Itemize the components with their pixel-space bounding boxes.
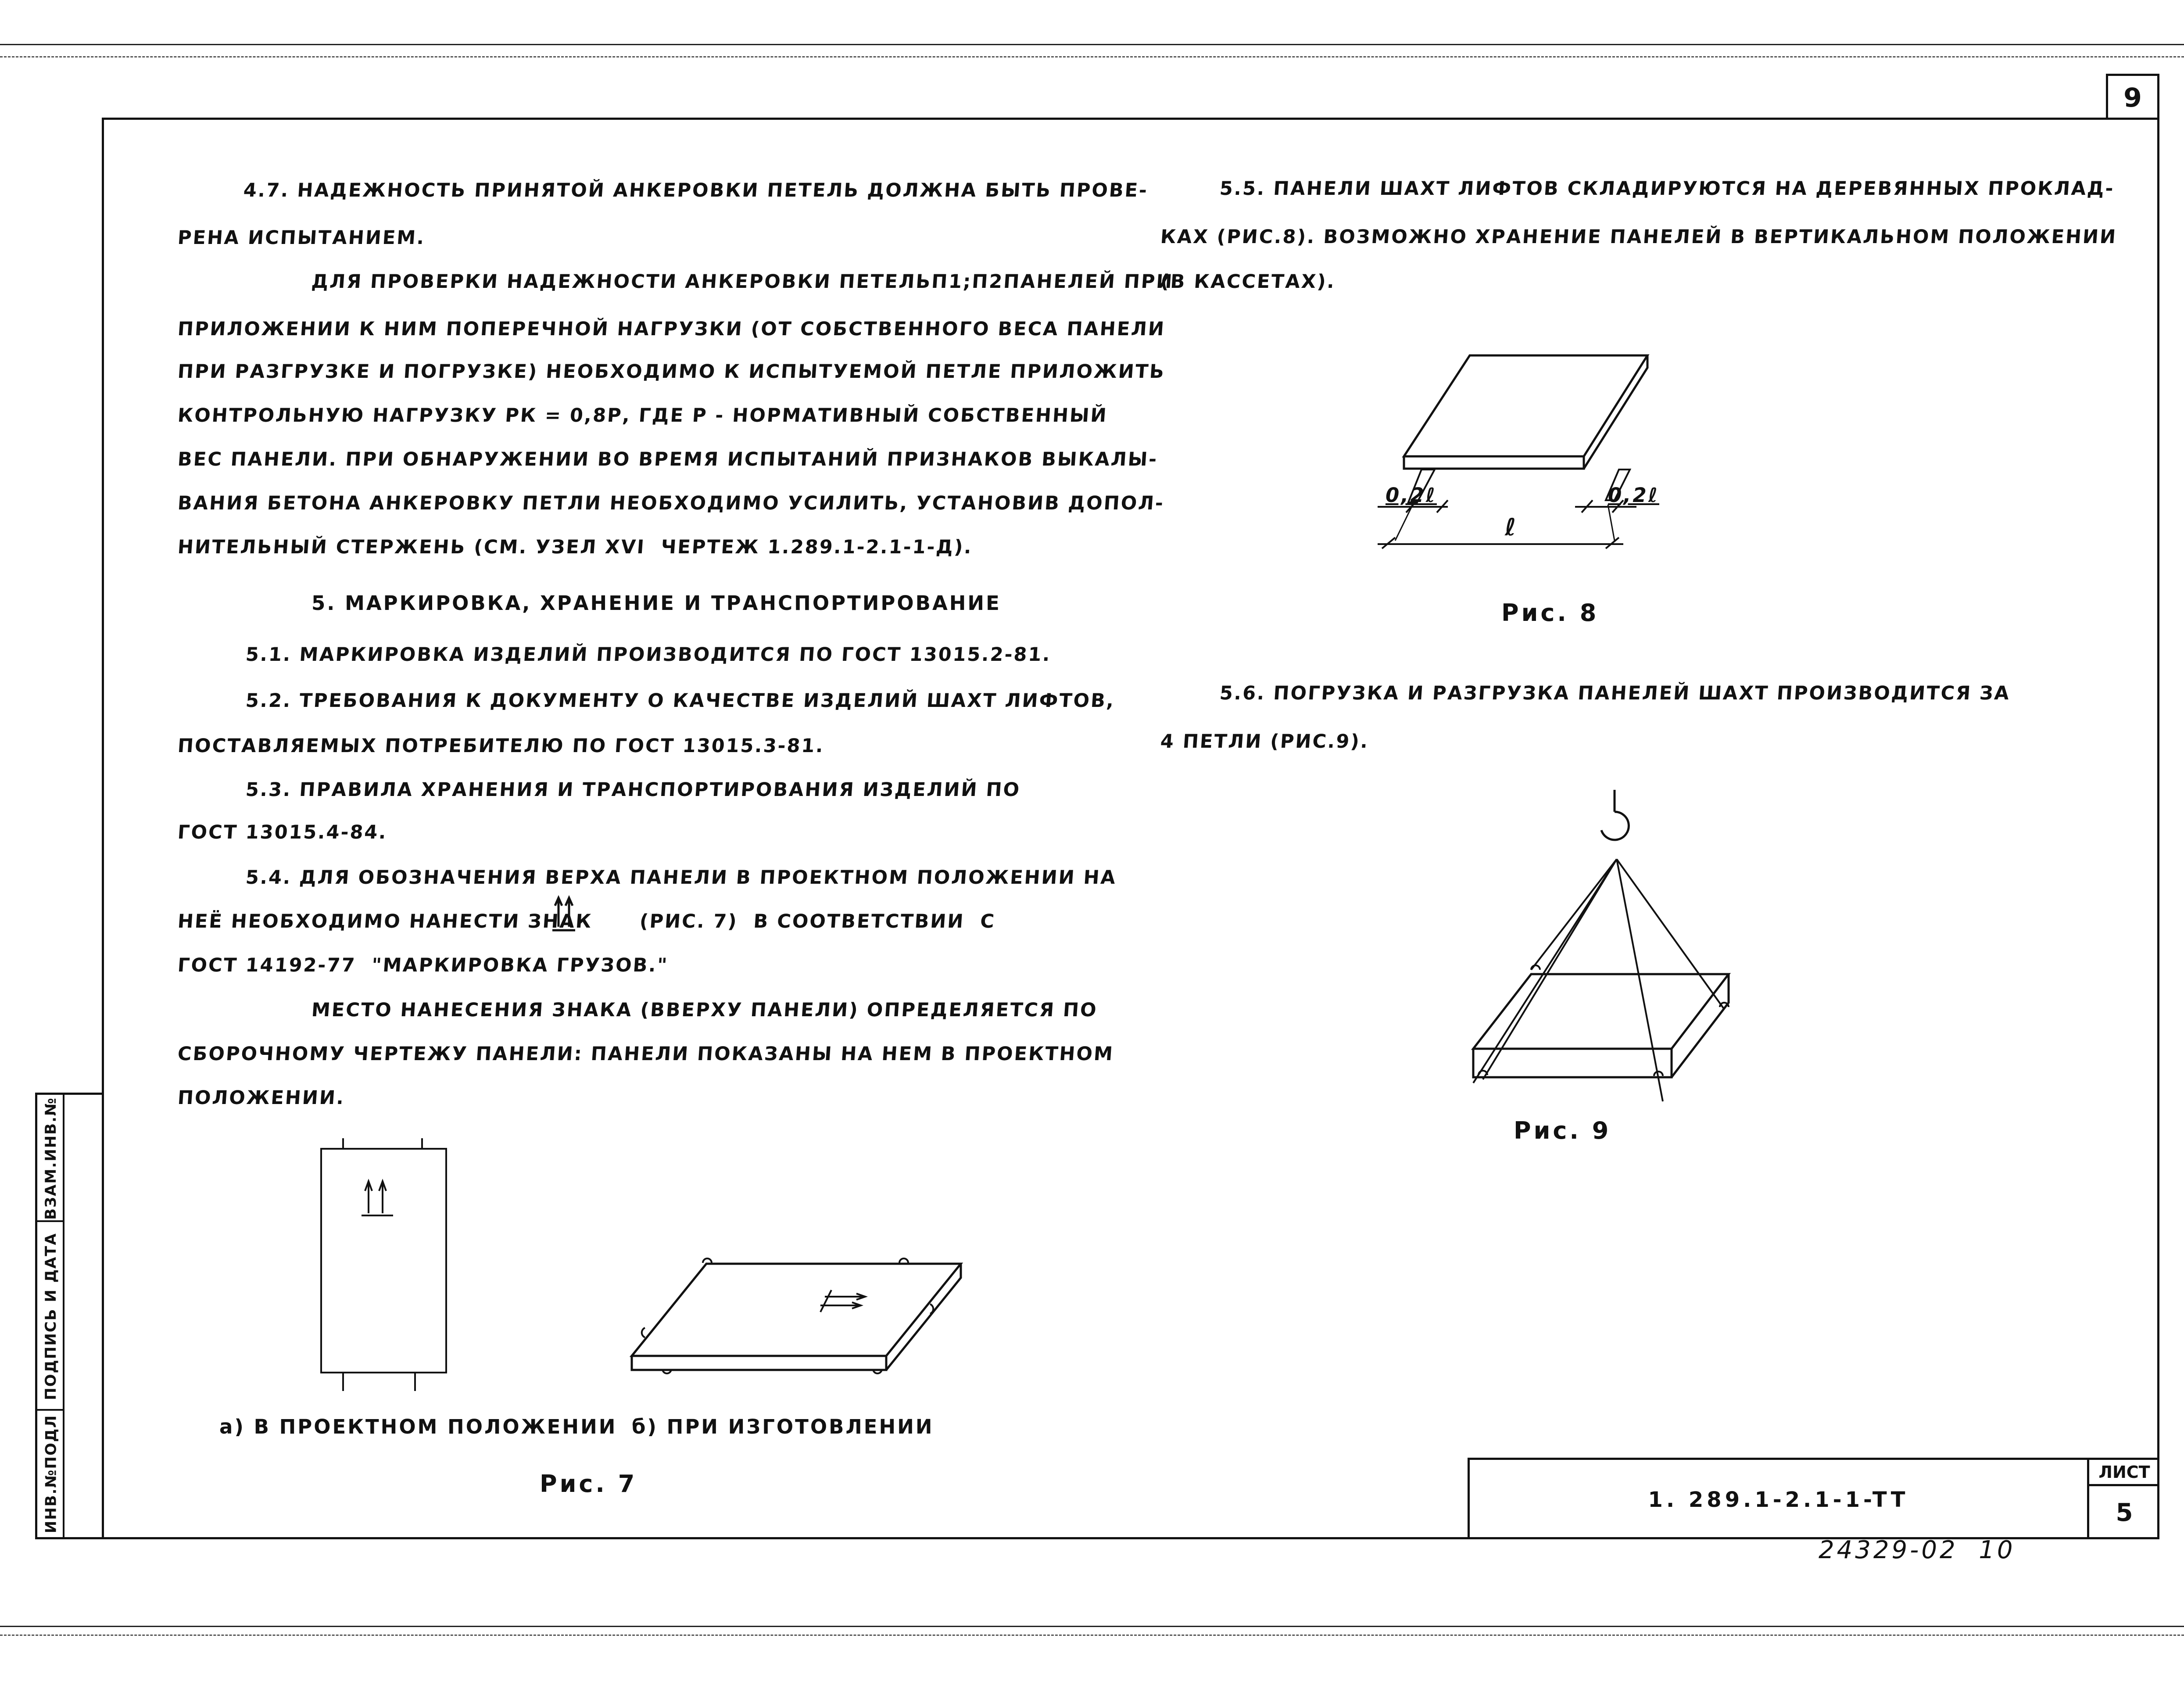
up-arrows-sign-inline bbox=[551, 895, 577, 937]
side-strip bbox=[35, 1093, 102, 1539]
fig7-caption: Рис. 7 bbox=[540, 1470, 637, 1498]
side-label-signature: ПОДПИСЬ И ДАТА bbox=[42, 1233, 60, 1400]
fig8-caption: Рис. 8 bbox=[1501, 599, 1599, 627]
fig9-caption: Рис. 9 bbox=[1514, 1117, 1611, 1144]
top-edge-dash bbox=[0, 56, 2184, 57]
para-5-5-line2: КАХ (РИС.8). ВОЗМОЖНО ХРАНЕНИЕ ПАНЕЛЕЙ В ВЕРТИКАЛЬНОМ ПОЛОЖЕНИИ bbox=[1160, 226, 2118, 248]
up-arrows-sign-icon bbox=[362, 1181, 393, 1215]
para-5-4-line2: НЕЁ НЕОБХОДИМО НАНЕСТИ ЗНАК (РИС. 7) В СООТВЕТСТВИИ С bbox=[177, 911, 996, 932]
title-block-list-label: ЛИСТ bbox=[2089, 1460, 2159, 1486]
fig7a-panel-elevation bbox=[316, 1132, 456, 1395]
side-label-replace-inv: ВЗАМ.ИНВ.№ bbox=[42, 1097, 60, 1220]
top-edge-line bbox=[0, 44, 2184, 45]
fig8-dim-right: 0,2ℓ bbox=[1608, 484, 1659, 507]
para-check-line3: ПРИ РАЗГРУЗКЕ И ПОГРУЗКЕ) НЕОБХОДИМО К ИСПЫТУЕМОЙ ПЕТЛЕ ПРИЛОЖИТЬ bbox=[177, 361, 1166, 383]
section-5-heading: 5. МАРКИРОВКА, ХРАНЕНИЕ И ТРАНСПОРТИРОВАНИЕ bbox=[311, 591, 1001, 615]
para-5-5-line3: (В КАССЕТАХ). bbox=[1160, 271, 1336, 293]
para-check-line7: НИТЕЛЬНЫЙ СТЕРЖЕНЬ (СМ. УЗЕЛ XVI ЧЕРТЕЖ 1.289.1-2.1-1-Д). bbox=[177, 536, 974, 558]
para-5-1: 5.1. МАРКИРОВКА ИЗДЕЛИЙ ПРОИЗВОДИТСЯ ПО ГОСТ 13015.2-81. bbox=[245, 644, 1052, 666]
para-check-line2: ПРИЛОЖЕНИИ К НИМ ПОПЕРЕЧНОЙ НАГРУЗКИ (ОТ СОБСТВЕННОГО ВЕСА ПАНЕЛИ bbox=[177, 318, 1166, 340]
fig7b-panel-isometric bbox=[627, 1251, 970, 1395]
para-check-line6: ВАНИЯ БЕТОНА АНКЕРОВКУ ПЕТЛИ НЕОБХОДИМО УСИЛИТЬ, УСТАНОВИВ ДОПОЛ- bbox=[177, 492, 1165, 514]
title-block bbox=[1468, 1458, 2159, 1539]
para-place-line1: МЕСТО НАНЕСЕНИЯ ЗНАКА (ВВЕРХУ ПАНЕЛИ) ОПРЕДЕЛЯЕТСЯ ПО bbox=[311, 999, 1099, 1021]
fig8-storage-diagram bbox=[1369, 351, 1676, 570]
para-5-3-line1: 5.3. ПРАВИЛА ХРАНЕНИЯ И ТРАНСПОРТИРОВАНИЯ ИЗДЕЛИЙ ПО bbox=[245, 779, 1021, 801]
side-label-inv-no: ИНВ.№ПОДЛ bbox=[42, 1414, 60, 1534]
para-check-line1: ДЛЯ ПРОВЕРКИ НАДЕЖНОСТИ АНКЕРОВКИ ПЕТЕЛЬП1;П2ПАНЕЛЕЙ ПРИ bbox=[311, 271, 1174, 293]
title-block-code: 1. 289.1-2.1-1-TT bbox=[1470, 1460, 2089, 1539]
para-5-2-line1: 5.2. ТРЕБОВАНИЯ К ДОКУМЕНТУ О КАЧЕСТВЕ ИЗДЕЛИЙ ШАХТ ЛИФТОВ, bbox=[245, 690, 1116, 712]
para-5-4-line1: 5.4. ДЛЯ ОБОЗНАЧЕНИЯ ВЕРХА ПАНЕЛИ В ПРОЕКТНОМ ПОЛОЖЕНИИ НА bbox=[245, 867, 1117, 889]
para-5-5-line1: 5.5. ПАНЕЛИ ШАХТ ЛИФТОВ СКЛАДИРУЮТСЯ НА ДЕРЕВЯННЫХ ПРОКЛАД- bbox=[1219, 178, 2116, 200]
para-5-3-line2: ГОСТ 13015.4-84. bbox=[177, 821, 388, 843]
para-place-line2: СБОРОЧНОМУ ЧЕРТЕЖУ ПАНЕЛИ: ПАНЕЛИ ПОКАЗАНЫ НА НЕМ В ПРОЕКТНОМ bbox=[177, 1043, 1115, 1065]
fig8-dim-span: ℓ bbox=[1505, 513, 1519, 541]
title-block-list-number: 5 bbox=[2116, 1498, 2133, 1527]
fig9-lifting-diagram bbox=[1465, 785, 1746, 1128]
fig8-dim-left: 0,2ℓ bbox=[1386, 484, 1437, 507]
bottom-edge-dash bbox=[0, 1635, 2184, 1636]
fig7a-label: а) В ПРОЕКТНОМ ПОЛОЖЕНИИ bbox=[219, 1415, 617, 1438]
para-5-6-line1: 5.6. ПОГРУЗКА И РАЗГРУЗКА ПАНЕЛЕЙ ШАХТ ПРОИЗВОДИТСЯ ЗА bbox=[1219, 682, 2011, 704]
para-place-line3: ПОЛОЖЕНИИ. bbox=[177, 1087, 346, 1109]
page-number: 9 bbox=[2106, 74, 2159, 120]
para-5-6-line2: 4 ПЕТЛИ (РИС.9). bbox=[1160, 731, 1370, 753]
para-4-7-line1: 4.7. НАДЕЖНОСТЬ ПРИНЯТОЙ АНКЕРОВКИ ПЕТЕЛЬ ДОЛЖНА БЫТЬ ПРОВЕ- bbox=[243, 179, 1149, 201]
crane-hook-icon bbox=[1601, 790, 1629, 840]
para-4-7-line2: РЕНА ИСПЫТАНИЕМ. bbox=[177, 227, 426, 249]
archive-number: 24329-02 10 bbox=[1819, 1536, 2016, 1564]
para-5-4-line3: ГОСТ 14192-77 "МАРКИРОВКА ГРУЗОВ." bbox=[177, 954, 669, 976]
bottom-edge-line bbox=[0, 1626, 2184, 1627]
para-check-line4: КОНТРОЛЬНУЮ НАГРУЗКУ РК = 0,8Р, ГДЕ Р - НОРМАТИВНЫЙ СОБСТВЕННЫЙ bbox=[177, 405, 1109, 427]
para-check-line5: ВЕС ПАНЕЛИ. ПРИ ОБНАРУЖЕНИИ ВО ВРЕМЯ ИСПЫТАНИЙ ПРИЗНАКОВ ВЫКАЛЫ- bbox=[177, 448, 1159, 470]
para-5-2-line2: ПОСТАВЛЯЕМЫХ ПОТРЕБИТЕЛЮ ПО ГОСТ 13015.3-81. bbox=[177, 735, 825, 757]
fig7b-label: б) ПРИ ИЗГОТОВЛЕНИИ bbox=[632, 1415, 934, 1438]
